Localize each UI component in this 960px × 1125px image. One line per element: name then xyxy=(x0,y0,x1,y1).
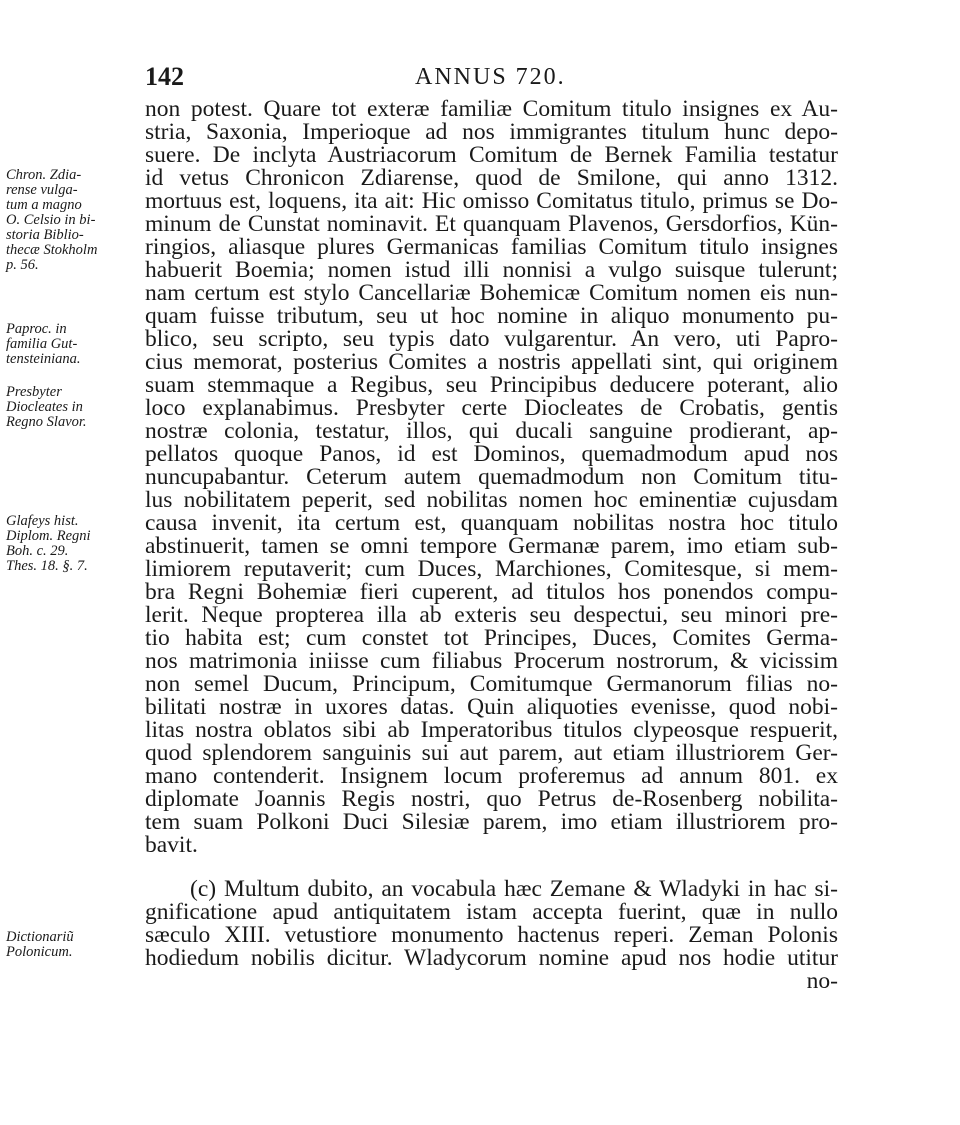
marginal-note: Dictionariũ Polonicum. xyxy=(6,929,74,960)
body-line: tem suam Polkoni Duci Silesiæ parem, imo etiam illustriorem pro- xyxy=(145,809,838,835)
footnote-line: (c) Multum dubito, an vocabula hæc Zemane & Wladyki in hac si- xyxy=(190,876,838,902)
body-line: lerit. Neque propterea illa ab exteris seu despectui, seu minori pre- xyxy=(145,602,838,628)
page-number: 142 xyxy=(145,62,184,91)
body-line: suam stemmaque a Regibus, seu Principibus deducere poterant, alio xyxy=(145,372,838,398)
body-line: tio habita est; cum constet tot Principes, Duces, Comites Germa- xyxy=(145,625,838,651)
body-line: litas nostra oblatos sibi ab Imperatoribus titulos clypeosque respuerit, xyxy=(145,717,838,743)
page-header xyxy=(145,62,845,96)
body-line: mortuus est, loquens, ita ait: Hic omisso Comitatus titulo, primus se Do- xyxy=(145,188,838,214)
running-head: ANNUS 720. xyxy=(415,64,566,90)
body-line: bilitati nostræ in uxores datas. Quin aliquoties evenisse, quod nobi- xyxy=(145,694,838,720)
body-line: nos matrimonia iniisse cum filiabus Procerum nostrorum, & vicissim xyxy=(145,648,838,674)
body-line: nam certum est stylo Cancellariæ Bohemicæ Comitum nomen eis nun- xyxy=(145,280,838,306)
body-line: bavit. xyxy=(145,832,198,858)
body-line: quam fuisse tributum, seu ut hoc nomine in aliquo monumento pu- xyxy=(145,303,838,329)
footnote-line: gnificatione apud antiquitatem istam accepta fuerint, quæ in nullo xyxy=(145,899,838,925)
body-line: habuerit Boemia; nomen istud illi nonnisi a vulgo suisque tulerunt; xyxy=(145,257,838,283)
marginal-note: Presbyter Diocleates in Regno Slavor. xyxy=(6,384,87,430)
body-line: quod splendorem sanguinis sui aut parem, aut etiam illustriorem Ger- xyxy=(145,740,838,766)
body-line: mano contenderit. Insignem locum proferemus ad annum 801. ex xyxy=(145,763,838,789)
body-line: nostræ colonia, testatur, illos, qui ducali sanguine prodierant, ap- xyxy=(145,418,838,444)
marginal-note: Paproc. in familia Gut- tensteiniana. xyxy=(6,321,81,367)
footnote-line: sæculo XIII. vetustiore monumento hactenus reperi. Zeman Polonis xyxy=(145,922,838,948)
body-line: abstinuerit, tamen se omni tempore Germanæ parem, imo etiam sub- xyxy=(145,533,838,559)
footnote-line: hodiedum nobilis dicitur. Wladycorum nomine apud nos hodie utitur xyxy=(145,945,838,971)
body-line: non potest. Quare tot exteræ familiæ Comitum titulo insignes ex Au- xyxy=(145,96,838,122)
body-line: limiorem reputaverit; cum Duces, Marchiones, Comitesque, si mem- xyxy=(145,556,838,582)
body-line: bra Regni Bohemiæ fieri cuperent, ad titulos hos ponendos compu- xyxy=(145,579,838,605)
body-line: causa invenit, ita certum est, quanquam nobilitas nostra hoc titulo xyxy=(145,510,838,536)
marginal-note: Chron. Zdia- rense vulga- tum a magno O. Celsio in bi- storia Biblio- thecæ Stokholm p. 56. xyxy=(6,167,98,273)
body-line: non semel Ducum, Principum, Comitumque Germanorum filias no- xyxy=(145,671,838,697)
body-line: pellatos quoque Panos, id est Dominos, quemadmodum apud nos xyxy=(145,441,838,467)
catchword: no- xyxy=(806,968,838,994)
body-line: diplomate Joannis Regis nostri, quo Petrus de-Rosenberg nobilita- xyxy=(145,786,838,812)
body-line: lus nobilitatem peperit, sed nobilitas nomen hoc eminentiæ cujusdam xyxy=(145,487,838,513)
body-line: blico, seu scripto, seu typis dato vulgarentur. An vero, uti Papro- xyxy=(145,326,838,352)
body-line: minum de Cunstat nominavit. Et quanquam Plavenos, Gersdorfios, Kün- xyxy=(145,211,838,237)
body-line: nuncupabantur. Ceterum autem quemadmodum non Comitum titu- xyxy=(145,464,838,490)
body-line: cius memorat, posterius Comites a nostris appellati sint, qui originem xyxy=(145,349,838,375)
marginal-note: Glafeys hist. Diplom. Regni Boh. c. 29. Thes. 18. §. 7. xyxy=(6,513,91,574)
body-line: ringios, aliasque plures Germanicas familias Comitum titulo insignes xyxy=(145,234,838,260)
body-line: stria, Saxonia, Imperioque ad nos immigrantes titulum hunc depo- xyxy=(145,119,838,145)
body-line: suere. De inclyta Austriacorum Comitum de Bernek Familia testatur xyxy=(145,142,838,168)
body-line: loco explanabimus. Presbyter certe Diocleates de Crobatis, gentis xyxy=(145,395,838,421)
body-line: id vetus Chronicon Zdiarense, quod de Smilone, qui anno 1312. xyxy=(145,165,838,191)
